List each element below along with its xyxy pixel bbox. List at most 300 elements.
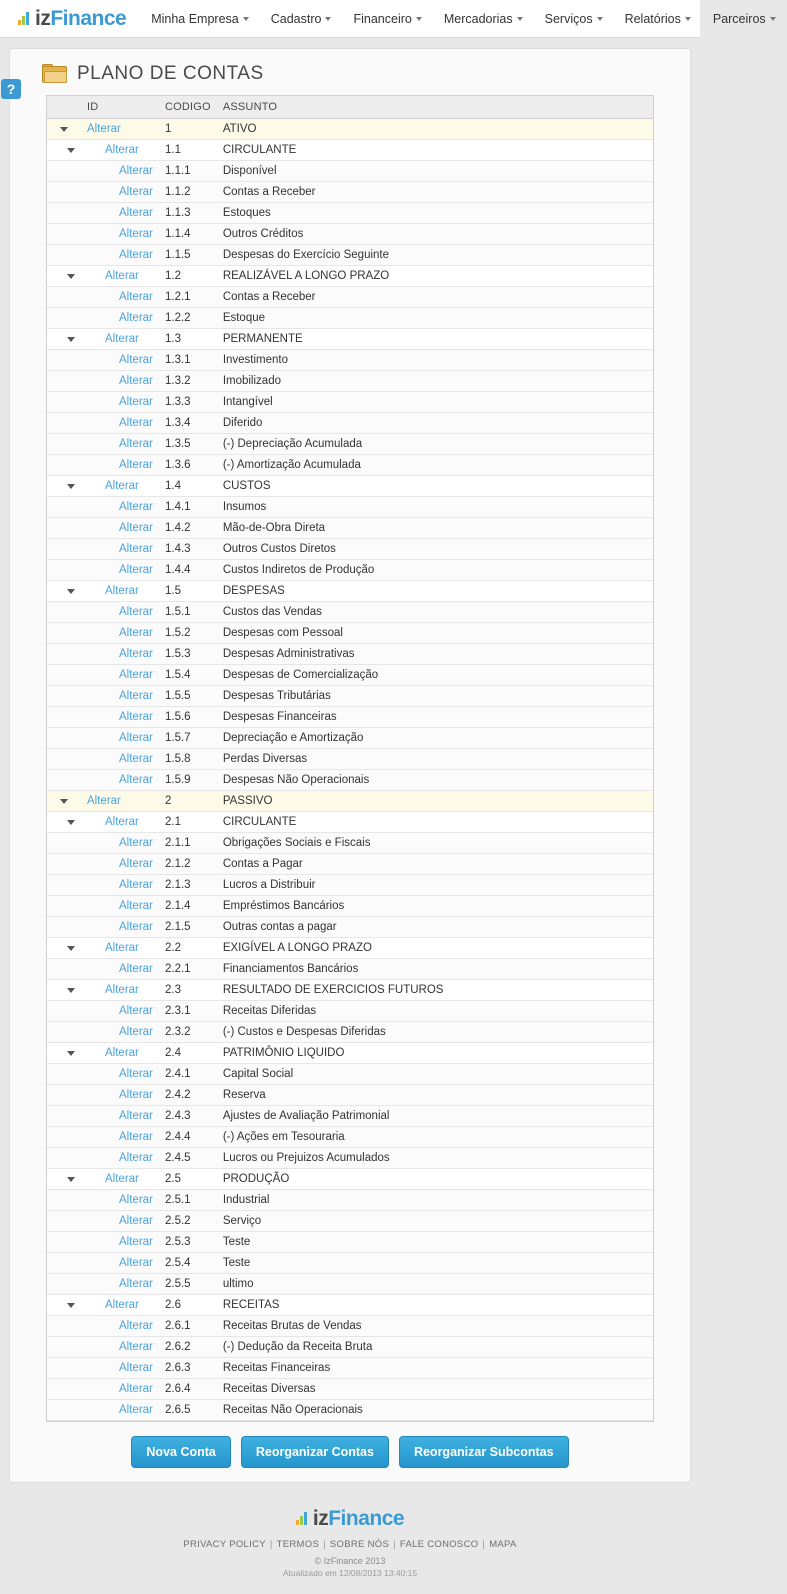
expand-collapse-icon[interactable]	[67, 148, 75, 153]
table-row	[47, 1232, 653, 1253]
row-edit-cell	[81, 476, 159, 497]
alterar-link[interactable]: Alterar	[119, 228, 153, 240]
row-assunto: Disponível	[217, 161, 653, 182]
nav-item-servicos[interactable]	[534, 6, 614, 32]
row-codigo: 1.3.2	[159, 371, 217, 392]
alterar-link[interactable]: Alterar	[119, 207, 153, 219]
row-codigo: 2.4.2	[159, 1085, 217, 1106]
row-edit-cell	[81, 1148, 159, 1169]
row-codigo: 2.6.1	[159, 1316, 217, 1337]
row-toggle-cell[interactable]	[47, 812, 81, 833]
alterar-link[interactable]: Alterar	[105, 333, 139, 345]
row-assunto: RECEITAS	[217, 1295, 653, 1316]
row-codigo: 1	[159, 119, 217, 140]
page-title: PLANO DE CONTAS	[77, 63, 264, 84]
row-toggle-cell	[47, 959, 81, 980]
alterar-link[interactable]: Alterar	[87, 795, 121, 807]
alterar-link[interactable]: Alterar	[119, 627, 153, 639]
row-toggle-cell	[47, 686, 81, 707]
row-assunto: Insumos	[217, 497, 653, 518]
row-assunto: Despesas com Pessoal	[217, 623, 653, 644]
alterar-link[interactable]: Alterar	[119, 501, 153, 513]
table-header-row	[47, 96, 653, 119]
nav-item-cadastro[interactable]	[260, 6, 343, 32]
alterar-link[interactable]: Alterar	[87, 123, 121, 135]
nav-item-minha-empresa[interactable]	[140, 6, 260, 32]
row-assunto: Capital Social	[217, 1064, 653, 1085]
row-codigo: 1.2.1	[159, 287, 217, 308]
table-row	[47, 140, 653, 161]
alterar-link[interactable]: Alterar	[119, 648, 153, 660]
table-row	[47, 1379, 653, 1400]
row-edit-cell	[81, 770, 159, 791]
row-assunto: (-) Dedução da Receita Bruta	[217, 1337, 653, 1358]
alterar-link[interactable]: Alterar	[119, 900, 153, 912]
table-row	[47, 833, 653, 854]
footer-separator: |	[393, 1539, 396, 1550]
row-edit-cell	[81, 413, 159, 434]
alterar-link[interactable]: Alterar	[119, 1131, 153, 1143]
expand-collapse-icon[interactable]	[60, 799, 68, 804]
footer-link-privacy-policy[interactable]: PRIVACY POLICY	[183, 1539, 266, 1550]
row-assunto: Contas a Receber	[217, 287, 653, 308]
alterar-link[interactable]: Alterar	[119, 438, 153, 450]
row-toggle-cell[interactable]	[47, 938, 81, 959]
top-navigation-bar	[0, 0, 766, 38]
row-codigo: 1.5.5	[159, 686, 217, 707]
row-toggle-cell	[47, 1379, 81, 1400]
row-codigo: 2.6.2	[159, 1337, 217, 1358]
nav-item-financeiro[interactable]	[342, 6, 432, 32]
table-row	[47, 1337, 653, 1358]
footer-link-sobre-nos[interactable]: SOBRE NÓS	[329, 1539, 390, 1550]
row-toggle-cell[interactable]	[47, 791, 81, 812]
row-edit-cell	[81, 1064, 159, 1085]
footer-link-termos[interactable]: TERMOS	[276, 1539, 320, 1550]
table-row	[47, 938, 653, 959]
table-row	[47, 182, 653, 203]
row-assunto: Teste	[217, 1232, 653, 1253]
page-footer	[0, 1483, 700, 1594]
row-toggle-cell	[47, 1022, 81, 1043]
alterar-link[interactable]: Alterar	[119, 543, 153, 555]
row-assunto: PRODUÇÃO	[217, 1169, 653, 1190]
table-row	[47, 812, 653, 833]
table-row	[47, 161, 653, 182]
column-codigo[interactable]: CODIGO	[159, 96, 217, 119]
row-toggle-cell	[47, 1211, 81, 1232]
row-codigo: 2.4.3	[159, 1106, 217, 1127]
alterar-link[interactable]: Alterar	[119, 1236, 153, 1248]
row-toggle-cell[interactable]	[47, 329, 81, 350]
table-body	[47, 119, 653, 1421]
row-toggle-cell	[47, 1085, 81, 1106]
expand-collapse-icon[interactable]	[67, 484, 75, 489]
row-toggle-cell[interactable]	[47, 266, 81, 287]
table-row	[47, 686, 653, 707]
row-toggle-cell	[47, 518, 81, 539]
accounts-table	[47, 96, 653, 1421]
row-edit-cell	[81, 560, 159, 581]
row-codigo: 2.1.1	[159, 833, 217, 854]
alterar-link[interactable]: Alterar	[119, 606, 153, 618]
row-edit-cell	[81, 833, 159, 854]
row-codigo: 1.2.2	[159, 308, 217, 329]
alterar-link[interactable]: Alterar	[119, 1383, 153, 1395]
footer-brand-finance: Finance	[328, 1507, 405, 1530]
row-codigo: 2.3	[159, 980, 217, 1001]
row-toggle-cell	[47, 1358, 81, 1379]
row-codigo: 2.4	[159, 1043, 217, 1064]
row-assunto: Mão-de-Obra Direta	[217, 518, 653, 539]
row-codigo: 2.5.4	[159, 1253, 217, 1274]
row-edit-cell	[81, 518, 159, 539]
row-toggle-cell	[47, 1316, 81, 1337]
table-row	[47, 518, 653, 539]
alterar-link[interactable]: Alterar	[119, 1362, 153, 1374]
row-toggle-cell	[47, 1001, 81, 1022]
row-toggle-cell[interactable]	[47, 1295, 81, 1316]
row-edit-cell	[81, 434, 159, 455]
row-codigo: 1.5.8	[159, 749, 217, 770]
row-toggle-cell	[47, 287, 81, 308]
row-toggle-cell	[47, 350, 81, 371]
row-edit-cell	[81, 959, 159, 980]
footer-link-fale-conosco[interactable]: FALE CONOSCO	[399, 1539, 479, 1550]
row-edit-cell	[81, 1379, 159, 1400]
row-edit-cell	[81, 1274, 159, 1295]
row-toggle-cell	[47, 1400, 81, 1421]
table-row	[47, 791, 653, 812]
row-assunto: (-) Amortização Acumulada	[217, 455, 653, 476]
alterar-link[interactable]: Alterar	[119, 774, 153, 786]
row-edit-cell	[81, 245, 159, 266]
row-edit-cell	[81, 1211, 159, 1232]
alterar-link[interactable]: Alterar	[105, 270, 139, 282]
row-edit-cell	[81, 602, 159, 623]
row-assunto: Receitas Brutas de Vendas	[217, 1316, 653, 1337]
row-codigo: 2	[159, 791, 217, 812]
row-toggle-cell	[47, 854, 81, 875]
row-assunto: REALIZÁVEL A LONGO PRAZO	[217, 266, 653, 287]
table-row	[47, 770, 653, 791]
row-edit-cell	[81, 350, 159, 371]
row-edit-cell	[81, 1001, 159, 1022]
row-toggle-cell	[47, 560, 81, 581]
table-row	[47, 329, 653, 350]
row-codigo: 2.4.1	[159, 1064, 217, 1085]
table-row	[47, 350, 653, 371]
table-row	[47, 602, 653, 623]
row-codigo: 1.5.2	[159, 623, 217, 644]
row-assunto: Serviço	[217, 1211, 653, 1232]
folder-icon	[42, 64, 68, 84]
row-edit-cell	[81, 1022, 159, 1043]
row-codigo: 2.5.5	[159, 1274, 217, 1295]
alterar-link[interactable]: Alterar	[119, 165, 153, 177]
alterar-link[interactable]: Alterar	[105, 1047, 139, 1059]
row-edit-cell	[81, 497, 159, 518]
row-edit-cell	[81, 1085, 159, 1106]
alterar-link[interactable]: Alterar	[119, 459, 153, 471]
row-assunto: DESPESAS	[217, 581, 653, 602]
footer-updated: Atualizado em 12/08/2013 13:40:15	[282, 1568, 418, 1578]
row-assunto: ultimo	[217, 1274, 653, 1295]
column-toggle	[47, 96, 81, 119]
row-edit-cell	[81, 896, 159, 917]
row-toggle-cell	[47, 749, 81, 770]
row-assunto: Depreciação e Amortização	[217, 728, 653, 749]
alterar-link[interactable]: Alterar	[119, 417, 153, 429]
row-edit-cell	[81, 1232, 159, 1253]
table-row	[47, 224, 653, 245]
alterar-link[interactable]: Alterar	[119, 312, 153, 324]
nova-conta-button[interactable]: Nova Conta	[131, 1436, 230, 1468]
reorganizar-subcontas-button[interactable]: Reorganizar Subcontas	[399, 1436, 569, 1468]
row-codigo: 2.2.1	[159, 959, 217, 980]
alterar-link[interactable]: Alterar	[119, 1005, 153, 1017]
table-row	[47, 875, 653, 896]
row-toggle-cell	[47, 1127, 81, 1148]
expand-collapse-icon[interactable]	[67, 1177, 75, 1182]
alterar-link[interactable]: Alterar	[119, 837, 153, 849]
table-row	[47, 1316, 653, 1337]
row-toggle-cell	[47, 203, 81, 224]
row-edit-cell	[81, 854, 159, 875]
expand-collapse-icon[interactable]	[67, 589, 75, 594]
row-toggle-cell[interactable]	[47, 1169, 81, 1190]
table-row	[47, 1127, 653, 1148]
expand-collapse-icon[interactable]	[60, 127, 68, 132]
row-codigo: 2.1.2	[159, 854, 217, 875]
row-codigo: 2.2	[159, 938, 217, 959]
row-edit-cell	[81, 1190, 159, 1211]
row-toggle-cell	[47, 497, 81, 518]
footer-copyright: © IzFinance 2013	[314, 1556, 386, 1566]
row-assunto: Lucros ou Prejuizos Acumulados	[217, 1148, 653, 1169]
table-row	[47, 266, 653, 287]
expand-collapse-icon[interactable]	[67, 988, 75, 993]
alterar-link[interactable]: Alterar	[119, 396, 153, 408]
row-assunto: (-) Depreciação Acumulada	[217, 434, 653, 455]
nav-label: Mercadorias	[443, 11, 513, 26]
alterar-link[interactable]: Alterar	[119, 1341, 153, 1353]
chevron-down-icon	[517, 17, 523, 21]
nav-label: Parceiros	[712, 11, 766, 26]
row-toggle-cell	[47, 539, 81, 560]
brand-logo[interactable]	[8, 7, 126, 31]
table-row	[47, 980, 653, 1001]
alterar-link[interactable]: Alterar	[105, 816, 139, 828]
alterar-link[interactable]: Alterar	[119, 858, 153, 870]
reorganizar-contas-button[interactable]: Reorganizar Contas	[241, 1436, 389, 1468]
table-row	[47, 560, 653, 581]
table-row	[47, 1400, 653, 1421]
alterar-link[interactable]: Alterar	[119, 1278, 153, 1290]
row-edit-cell	[81, 182, 159, 203]
row-toggle-cell	[47, 224, 81, 245]
row-toggle-cell[interactable]	[47, 1043, 81, 1064]
alterar-link[interactable]: Alterar	[119, 711, 153, 723]
row-codigo: 1.1.1	[159, 161, 217, 182]
nav-item-parceiros[interactable]	[702, 6, 787, 32]
row-assunto: Teste	[217, 1253, 653, 1274]
row-edit-cell	[81, 119, 159, 140]
alterar-link[interactable]: Alterar	[119, 186, 153, 198]
row-codigo: 1.3.4	[159, 413, 217, 434]
row-edit-cell	[81, 1358, 159, 1379]
nav-label: Relatórios	[624, 11, 681, 26]
expand-collapse-icon[interactable]	[67, 820, 75, 825]
column-assunto[interactable]: ASSUNTO	[217, 96, 653, 119]
alterar-link[interactable]: Alterar	[119, 1257, 153, 1269]
alterar-link[interactable]: Alterar	[119, 1320, 153, 1332]
alterar-link[interactable]: Alterar	[119, 1152, 153, 1164]
help-button[interactable]: ?	[1, 79, 21, 99]
alterar-link[interactable]: Alterar	[119, 1194, 153, 1206]
footer-links	[0, 1539, 700, 1550]
row-edit-cell	[81, 980, 159, 1001]
row-assunto: Estoques	[217, 203, 653, 224]
table-header	[47, 96, 653, 119]
row-assunto: Intangível	[217, 392, 653, 413]
row-codigo: 1.4.1	[159, 497, 217, 518]
alterar-link[interactable]: Alterar	[119, 879, 153, 891]
alterar-link[interactable]: Alterar	[119, 753, 153, 765]
row-assunto: PATRIMÔNIO LIQUIDO	[217, 1043, 653, 1064]
alterar-link[interactable]: Alterar	[105, 1299, 139, 1311]
nav-item-mercadorias[interactable]	[433, 6, 534, 32]
row-edit-cell	[81, 728, 159, 749]
alterar-link[interactable]: Alterar	[119, 690, 153, 702]
chevron-down-icon	[416, 17, 422, 21]
alterar-link[interactable]: Alterar	[105, 144, 139, 156]
row-assunto: Custos das Vendas	[217, 602, 653, 623]
table-row	[47, 1001, 653, 1022]
row-assunto: CUSTOS	[217, 476, 653, 497]
table-row	[47, 245, 653, 266]
row-codigo: 1.1.2	[159, 182, 217, 203]
row-assunto: Contas a Pagar	[217, 854, 653, 875]
expand-collapse-icon[interactable]	[67, 1303, 75, 1308]
row-assunto: Outros Custos Diretos	[217, 539, 653, 560]
alterar-link[interactable]: Alterar	[119, 291, 153, 303]
row-assunto: PASSIVO	[217, 791, 653, 812]
footer-link-mapa[interactable]: MAPA	[489, 1539, 517, 1550]
alterar-link[interactable]: Alterar	[119, 1404, 153, 1416]
footer-brand-logo[interactable]	[296, 1507, 404, 1531]
alterar-link[interactable]: Alterar	[119, 963, 153, 975]
row-edit-cell	[81, 161, 159, 182]
nav-item-relatorios[interactable]	[614, 6, 702, 32]
row-toggle-cell[interactable]	[47, 980, 81, 1001]
expand-collapse-icon[interactable]	[67, 1051, 75, 1056]
row-edit-cell	[81, 686, 159, 707]
row-codigo: 2.6.3	[159, 1358, 217, 1379]
table-row	[47, 413, 653, 434]
row-edit-cell	[81, 623, 159, 644]
row-codigo: 1.1.5	[159, 245, 217, 266]
row-codigo: 2.5.2	[159, 1211, 217, 1232]
alterar-link[interactable]: Alterar	[119, 1068, 153, 1080]
row-toggle-cell[interactable]	[47, 476, 81, 497]
row-assunto: Despesas de Comercialização	[217, 665, 653, 686]
row-edit-cell	[81, 581, 159, 602]
row-codigo: 1.1	[159, 140, 217, 161]
alterar-link[interactable]: Alterar	[119, 249, 153, 261]
row-edit-cell	[81, 1127, 159, 1148]
row-toggle-cell[interactable]	[47, 119, 81, 140]
table-row	[47, 1064, 653, 1085]
row-assunto: Receitas Não Operacionais	[217, 1400, 653, 1421]
row-toggle-cell[interactable]	[47, 140, 81, 161]
row-edit-cell	[81, 917, 159, 938]
alterar-link[interactable]: Alterar	[119, 1026, 153, 1038]
row-toggle-cell[interactable]	[47, 581, 81, 602]
expand-collapse-icon[interactable]	[67, 274, 75, 279]
alterar-link[interactable]: Alterar	[105, 480, 139, 492]
expand-collapse-icon[interactable]	[67, 337, 75, 342]
alterar-link[interactable]: Alterar	[105, 1173, 139, 1185]
table-row	[47, 1043, 653, 1064]
row-codigo: 2.4.5	[159, 1148, 217, 1169]
row-assunto: Industrial	[217, 1190, 653, 1211]
alterar-link[interactable]: Alterar	[119, 1089, 153, 1101]
row-assunto: ATIVO	[217, 119, 653, 140]
row-toggle-cell	[47, 707, 81, 728]
expand-collapse-icon[interactable]	[67, 946, 75, 951]
row-toggle-cell	[47, 182, 81, 203]
table-row	[47, 1169, 653, 1190]
row-codigo: 1.3.1	[159, 350, 217, 371]
column-id[interactable]: ID	[81, 96, 159, 119]
alterar-link[interactable]: Alterar	[105, 942, 139, 954]
alterar-link[interactable]: Alterar	[119, 1110, 153, 1122]
table-row	[47, 917, 653, 938]
table-row	[47, 203, 653, 224]
row-assunto: Despesas do Exercício Seguinte	[217, 245, 653, 266]
row-codigo: 2.1.4	[159, 896, 217, 917]
alterar-link[interactable]: Alterar	[119, 564, 153, 576]
alterar-link[interactable]: Alterar	[119, 522, 153, 534]
table-row	[47, 392, 653, 413]
table-row	[47, 371, 653, 392]
alterar-link[interactable]: Alterar	[119, 1215, 153, 1227]
table-row	[47, 119, 653, 140]
table-row	[47, 665, 653, 686]
row-edit-cell	[81, 1295, 159, 1316]
row-codigo: 2.6.4	[159, 1379, 217, 1400]
main-menu	[140, 6, 786, 32]
row-edit-cell	[81, 1043, 159, 1064]
table-row	[47, 1358, 653, 1379]
alterar-link[interactable]: Alterar	[119, 732, 153, 744]
alterar-link[interactable]: Alterar	[119, 375, 153, 387]
alterar-link[interactable]: Alterar	[119, 921, 153, 933]
table-row	[47, 959, 653, 980]
row-assunto: Receitas Diversas	[217, 1379, 653, 1400]
table-row	[47, 497, 653, 518]
row-codigo: 1.5.1	[159, 602, 217, 623]
bar-chart-icon	[296, 1511, 312, 1525]
row-assunto: Outros Créditos	[217, 224, 653, 245]
alterar-link[interactable]: Alterar	[119, 669, 153, 681]
alterar-link[interactable]: Alterar	[105, 984, 139, 996]
alterar-link[interactable]: Alterar	[119, 354, 153, 366]
row-codigo: 1.5.4	[159, 665, 217, 686]
alterar-link[interactable]: Alterar	[105, 585, 139, 597]
row-codigo: 1.5.7	[159, 728, 217, 749]
